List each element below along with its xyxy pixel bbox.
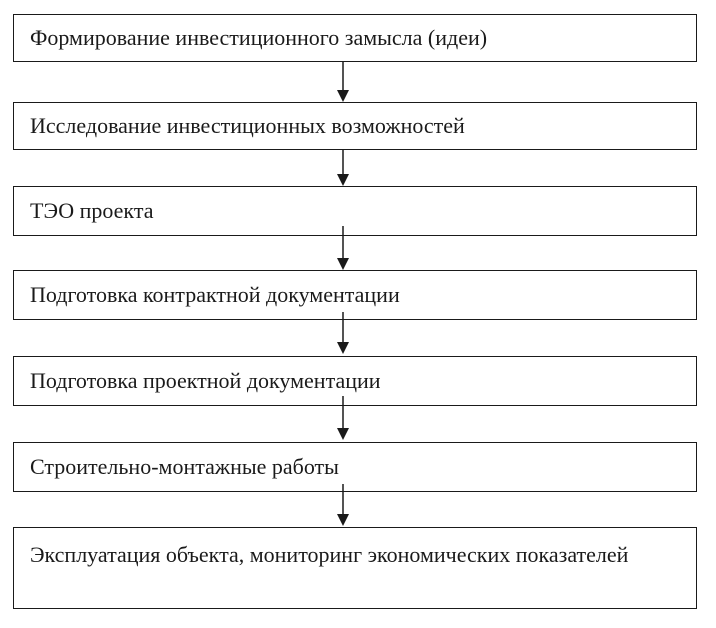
arrow-down-icon bbox=[333, 484, 353, 526]
arrow-down-icon bbox=[333, 226, 353, 270]
arrow-down-icon bbox=[333, 312, 353, 354]
step-construction-works bbox=[13, 442, 697, 492]
arrow-down-icon bbox=[333, 62, 353, 102]
step-investment-research bbox=[13, 102, 697, 150]
step-label: ТЭО проекта bbox=[30, 198, 154, 223]
step-label: Подготовка проектной документации bbox=[30, 368, 381, 393]
arrow-down-icon bbox=[333, 150, 353, 186]
step-idea-formation bbox=[13, 14, 697, 62]
step-contract-documentation bbox=[13, 270, 697, 320]
step-feasibility-study bbox=[13, 186, 697, 236]
step-operation-monitoring bbox=[13, 527, 697, 609]
step-label: Подготовка контрактной документации bbox=[30, 282, 400, 307]
step-label: Эксплуатация объекта, мониторинг экономических показателей bbox=[30, 542, 629, 567]
arrow-down-icon bbox=[333, 396, 353, 440]
step-project-documentation bbox=[13, 356, 697, 406]
step-label: Исследование инвестиционных возможностей bbox=[30, 113, 465, 138]
step-label: Формирование инвестиционного замысла (идеи) bbox=[30, 25, 488, 50]
step-label: Строительно-монтажные работы bbox=[30, 454, 339, 479]
